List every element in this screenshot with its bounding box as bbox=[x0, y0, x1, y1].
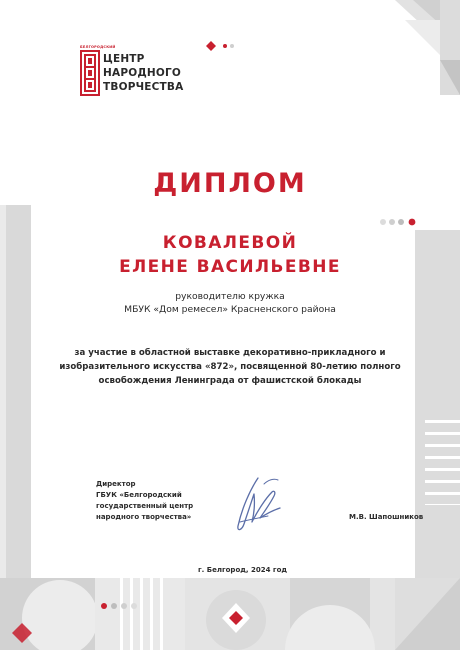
position-line-2: МБУК «Дом ремесел» Красненского района bbox=[124, 304, 336, 315]
handwritten-signature bbox=[228, 470, 288, 538]
logo-text bbox=[103, 52, 183, 94]
logo-line-2: НАРОДНОГО bbox=[103, 67, 182, 79]
right-decor-stripes bbox=[425, 420, 460, 505]
signatory-org-2: государственный центр bbox=[96, 502, 194, 510]
signatory-role: Директор bbox=[96, 480, 136, 488]
diploma-title: ДИПЛОМ bbox=[153, 168, 307, 199]
reason-line-1: за участие в областной выставке декоративно-прикладного и bbox=[74, 348, 386, 358]
recipient-first-names: ЕЛЕНЕ ВАСИЛЬЕВНЕ bbox=[119, 257, 341, 277]
bottom-ornament-band bbox=[0, 578, 460, 650]
signatory-org-3: народного творчества» bbox=[96, 513, 192, 521]
logo-line-3: ТВОРЧЕСТВА bbox=[103, 81, 184, 93]
reason-line-2: изобразительного искусства «872», посвященной 80-летию полного bbox=[59, 362, 401, 372]
logo-line-1: ЦЕНТР bbox=[103, 53, 145, 65]
logo-superscript: БЕЛГОРОДСКИЙ bbox=[80, 45, 116, 49]
top-right-ornament bbox=[395, 0, 460, 95]
place-and-year: г. Белгород, 2024 год bbox=[198, 566, 288, 574]
position-line-1: руководителю кружка bbox=[175, 291, 285, 302]
signatory-name: М.В. Шапошников bbox=[349, 513, 424, 521]
logo-ornament-icon bbox=[80, 50, 100, 96]
decor-dots bbox=[378, 217, 420, 227]
accent-diamond-icon bbox=[205, 40, 235, 52]
reason-line-3: освобождения Ленинграда от фашистской блокады bbox=[98, 376, 362, 386]
recipient-last-name: КОВАЛЕВОЙ bbox=[162, 233, 298, 253]
signatory-block bbox=[96, 479, 193, 523]
signatory-org-1: ГБУК «Белгородский bbox=[96, 491, 182, 499]
right-decor-band bbox=[415, 230, 460, 590]
